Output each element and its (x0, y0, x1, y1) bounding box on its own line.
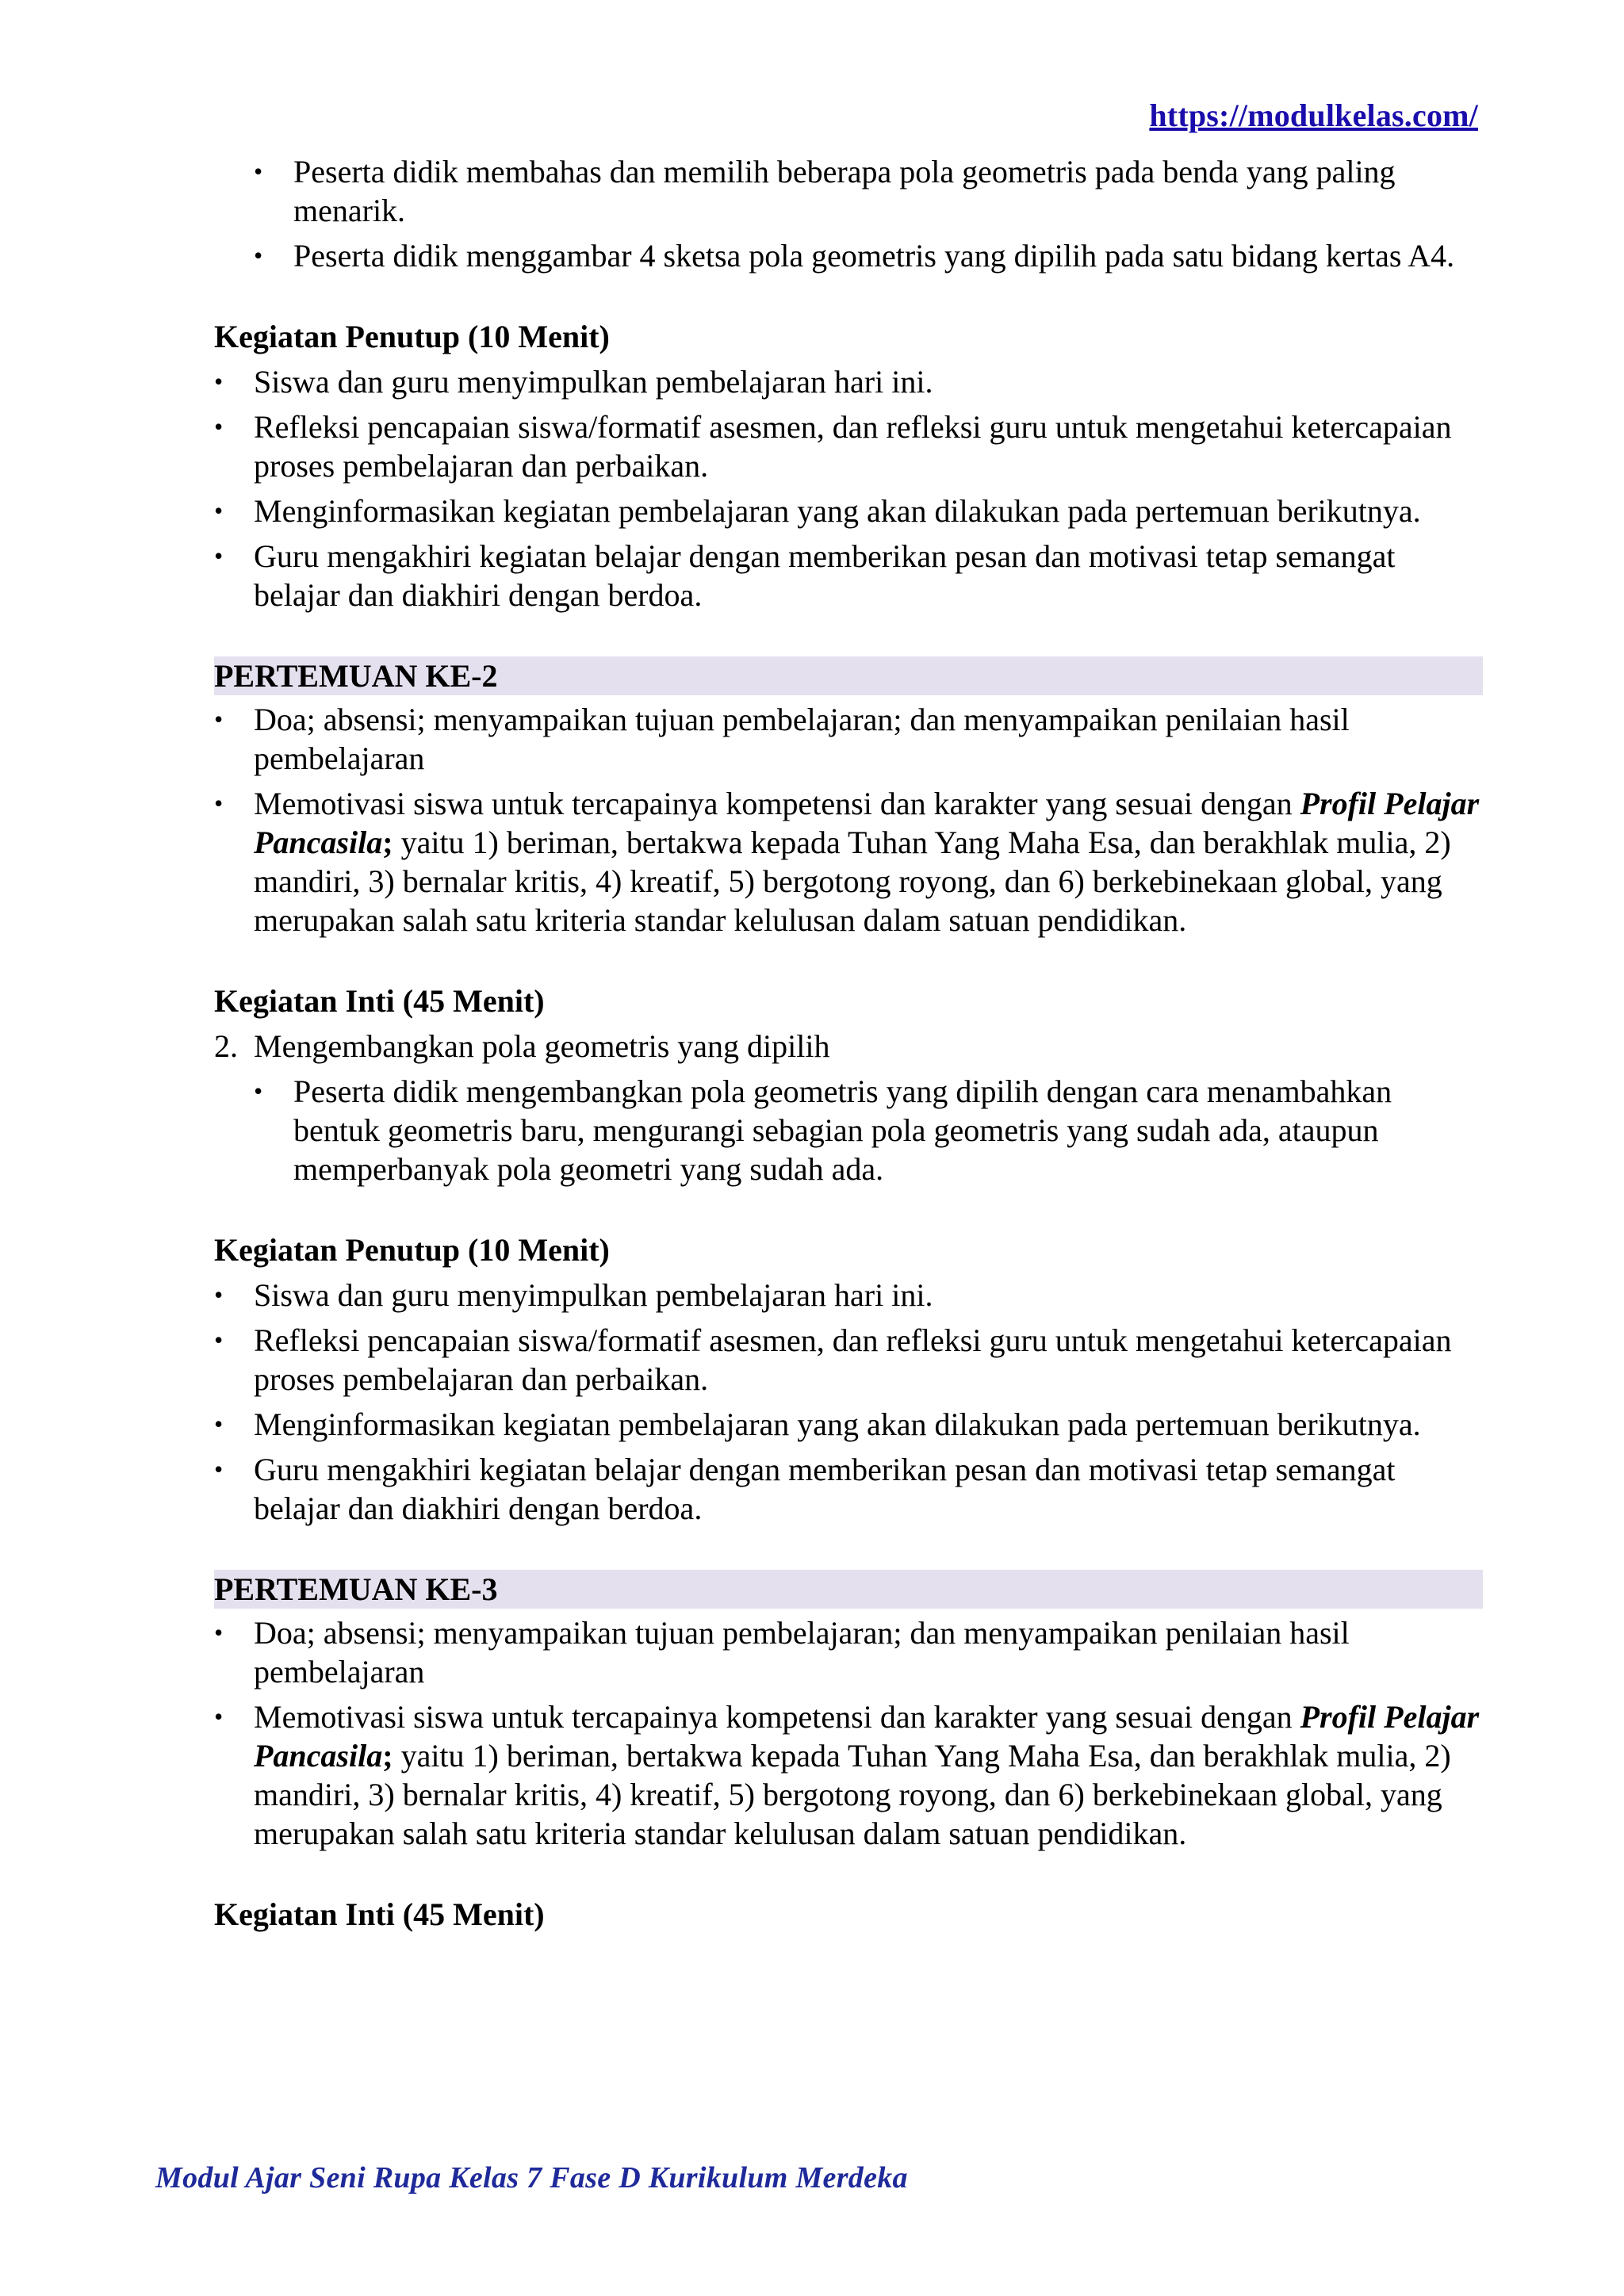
site-url-link[interactable]: https://modulkelas.com/ (1149, 98, 1478, 133)
inti-heading: Kegiatan Inti (45 Menit) (214, 1896, 545, 1932)
bullet-icon: • (214, 705, 224, 733)
bullet-icon: • (214, 496, 224, 525)
inti-sub-list (254, 1072, 1483, 1188)
list-item: • Guru mengakhiri kegiatan belajar dengan memberikan pesan dan motivasi tetap semangat belajar dan diakhiri dengan berdoa. (214, 538, 1396, 613)
bullet-icon: • (214, 367, 224, 396)
bullet-icon: • (214, 1455, 224, 1483)
document-body (214, 152, 1483, 1940)
list-item: • Peserta didik mengembangkan pola geometris yang dipilih dengan cara menambahkan bentuk geometris baru, mengurangi sebagian pola geometris yang sudah ada, ataupun memperbanyak pola geometri yang sudah ada. (254, 1073, 1392, 1187)
bullet-icon: • (214, 1326, 224, 1354)
list-item: • Doa; absensi; menyampaikan tujuan pembelajaran; dan menyampaikan penilaian hasil pembelajaran (214, 1615, 1350, 1689)
list-item: • Siswa dan guru menyimpulkan pembelajaran hari ini. (214, 364, 933, 400)
penutup-heading: Kegiatan Penutup (10 Menit) (214, 1232, 610, 1268)
inti-numbered-list (214, 1027, 1483, 1066)
numbered-item: 2. Mengembangkan pola geometris yang dipilih (214, 1028, 830, 1064)
bullet-icon: • (254, 241, 263, 270)
list-item: • Siswa dan guru menyimpulkan pembelajaran hari ini. (214, 1277, 933, 1313)
list-item: • Doa; absensi; menyampaikan tujuan pembelajaran; dan menyampaikan penilaian hasil pembelajaran (214, 702, 1350, 776)
bullet-icon: • (214, 541, 224, 570)
list-item: • Refleksi pencapaian siswa/formatif asesmen, dan refleksi guru untuk mengetahui ketercapaian proses pembelajaran dan perbaikan. (214, 409, 1452, 484)
top-sub-list (254, 152, 1483, 275)
bullet-icon: • (254, 157, 263, 186)
bullet-icon: • (214, 1618, 224, 1647)
list-item: • Guru mengakhiri kegiatan belajar dengan memberikan pesan dan motivasi tetap semangat belajar dan diakhiri dengan berdoa. (214, 1452, 1396, 1526)
penutup-heading: Kegiatan Penutup (10 Menit) (214, 319, 610, 354)
list-item: • Peserta didik menggambar 4 sketsa pola geometris yang dipilih pada satu bidang kertas A4. (254, 238, 1455, 274)
bullet-icon: • (214, 1410, 224, 1438)
section-title-pertemuan-2: PERTEMUAN KE-2 (214, 656, 1483, 695)
bullet-icon: • (214, 1280, 224, 1309)
pertemuan-2-list (214, 700, 1483, 939)
list-item: • Menginformasikan kegiatan pembelajaran yang akan dilakukan pada pertemuan berikutnya. (214, 493, 1421, 529)
penutup-list (214, 362, 1483, 614)
profil-pelajar-pancasila-text: Profil Pelajar Pancasila (254, 1699, 1480, 1774)
footer-title: Modul Ajar Seni Rupa Kelas 7 Fase D Kurikulum Merdeka (155, 2161, 908, 2195)
list-item: • Menginformasikan kegiatan pembelajaran yang akan dilakukan pada pertemuan berikutnya. (214, 1406, 1421, 1442)
bullet-icon: • (214, 1702, 224, 1731)
list-item: • Memotivasi siswa untuk tercapainya kompetensi dan karakter yang sesuai dengan Profil Pelajar Pancasila; yaitu 1) beriman, bertakwa kepada Tuhan Yang Maha Esa, dan berakhlak mulia, 2) mandiri, 3) bernalar kritis, 4) kreatif, 5) bergotong royong, dan 6) berkebinekaan global, yang merupakan salah satu kriteria standar kelulusan dalam satuan pendidikan. (214, 786, 1480, 938)
list-item: • Peserta didik membahas dan memilih beberapa pola geometris pada benda yang paling menarik. (254, 154, 1396, 228)
profil-pelajar-pancasila-text: Profil Pelajar Pancasila (254, 786, 1480, 860)
penutup-list (214, 1276, 1483, 1528)
bullet-icon: • (214, 789, 224, 817)
pertemuan-3-list (214, 1613, 1483, 1853)
bullet-icon: • (254, 1077, 263, 1105)
section-title-pertemuan-3: PERTEMUAN KE-3 (214, 1570, 1483, 1609)
bullet-icon: • (214, 412, 224, 441)
list-item: • Refleksi pencapaian siswa/formatif asesmen, dan refleksi guru untuk mengetahui ketercapaian proses pembelajaran dan perbaikan. (214, 1322, 1452, 1397)
inti-heading: Kegiatan Inti (45 Menit) (214, 983, 545, 1019)
list-item: • Memotivasi siswa untuk tercapainya kompetensi dan karakter yang sesuai dengan Profil Pelajar Pancasila; yaitu 1) beriman, bertakwa kepada Tuhan Yang Maha Esa, dan berakhlak mulia, 2) mandiri, 3) bernalar kritis, 4) kreatif, 5) bergotong royong, dan 6) berkebinekaan global, yang merupakan salah satu kriteria standar kelulusan dalam satuan pendidikan. (214, 1699, 1480, 1851)
